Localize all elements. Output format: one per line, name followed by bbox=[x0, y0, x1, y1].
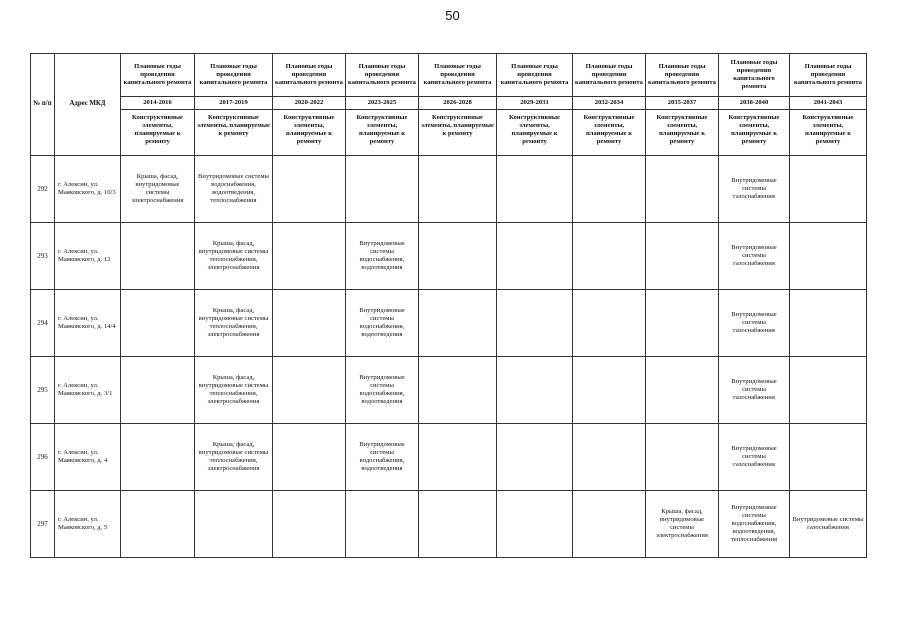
header-period: 2020-2022 bbox=[273, 97, 346, 110]
header-num: № п/п bbox=[31, 54, 55, 156]
table-row bbox=[31, 156, 867, 223]
table-row bbox=[31, 424, 867, 491]
repair-cell bbox=[573, 491, 646, 558]
repair-cell: Крыша, фасад, внутридомовые системы электроснабжения bbox=[646, 491, 719, 558]
row-number: 292 bbox=[31, 156, 55, 223]
header-plan-label: Плановые годы проведения капитального ремонта bbox=[646, 54, 719, 97]
repair-cell bbox=[121, 357, 195, 424]
repair-cell bbox=[419, 424, 497, 491]
repair-cell bbox=[497, 491, 573, 558]
repair-cell bbox=[573, 290, 646, 357]
repair-cell: Внутридомовые системы газоснабжения bbox=[719, 357, 790, 424]
table-row bbox=[31, 491, 867, 558]
repair-cell bbox=[419, 223, 497, 290]
repair-cell: Внутридомовые системы газоснабжения bbox=[719, 223, 790, 290]
repair-cell: Внутридомовые системы газоснабжения bbox=[790, 491, 867, 558]
repair-cell bbox=[273, 290, 346, 357]
header-elements-label: Конструктивные элементы, планируемые к ремонту bbox=[346, 110, 419, 156]
header-period: 2023-2025 bbox=[346, 97, 419, 110]
repair-cell bbox=[646, 156, 719, 223]
repair-cell bbox=[121, 491, 195, 558]
header-period: 2035-2037 bbox=[646, 97, 719, 110]
row-address: г. Алексин, ул. Маяковского, д. 3/1 bbox=[55, 357, 121, 424]
header-elements-label: Конструктивные элементы, планируемые к ремонту bbox=[719, 110, 790, 156]
header-elements-label: Конструктивные элементы, планируемые к ремонту bbox=[273, 110, 346, 156]
header-elements-label: Конструктивные элементы, планируемые к ремонту bbox=[790, 110, 867, 156]
header-period: 2014-2016 bbox=[121, 97, 195, 110]
repair-cell bbox=[646, 223, 719, 290]
repair-cell bbox=[790, 424, 867, 491]
repair-cell: Крыша, фасад, внутридомовые системы теплоснабжения, электроснабжения bbox=[195, 357, 273, 424]
repair-cell bbox=[195, 491, 273, 558]
row-address: г. Алексин, ул. Маяковского, д. 12 bbox=[55, 223, 121, 290]
repair-cell bbox=[346, 491, 419, 558]
repair-cell bbox=[497, 290, 573, 357]
repair-cell bbox=[273, 357, 346, 424]
repair-cell bbox=[419, 290, 497, 357]
repair-cell bbox=[273, 156, 346, 223]
repair-cell bbox=[273, 223, 346, 290]
repair-cell bbox=[790, 357, 867, 424]
table-row bbox=[31, 290, 867, 357]
repair-cell bbox=[790, 156, 867, 223]
repair-cell bbox=[573, 424, 646, 491]
header-plan-label: Плановые годы проведения капитального ремонта bbox=[573, 54, 646, 97]
repair-cell: Внутридомовые системы газоснабжения bbox=[719, 290, 790, 357]
repair-cell bbox=[646, 424, 719, 491]
repair-cell bbox=[121, 223, 195, 290]
repair-cell: Внутридомовые системы водоснабжения, водоотведения bbox=[346, 424, 419, 491]
capital-repair-table bbox=[30, 53, 867, 558]
header-plan-label: Плановые годы проведения капитального ремонта bbox=[121, 54, 195, 97]
row-number: 295 bbox=[31, 357, 55, 424]
repair-cell: Внутридомовые системы газоснабжения bbox=[719, 156, 790, 223]
header-elements-label: Конструктивные элементы, планируемые к ремонту bbox=[121, 110, 195, 156]
header-plan-label: Плановые годы проведения капитального ремонта bbox=[273, 54, 346, 97]
repair-cell bbox=[419, 491, 497, 558]
repair-cell bbox=[573, 223, 646, 290]
row-number: 293 bbox=[31, 223, 55, 290]
header-plan-label: Плановые годы проведения капитального ремонта bbox=[195, 54, 273, 97]
repair-cell bbox=[497, 223, 573, 290]
repair-cell bbox=[419, 156, 497, 223]
header-period: 2029-2031 bbox=[497, 97, 573, 110]
repair-cell bbox=[497, 156, 573, 223]
row-address: г. Алексин, ул. Маяковского, д. 5 bbox=[55, 491, 121, 558]
header-plan-label: Плановые годы проведения капитального ремонта bbox=[719, 54, 790, 97]
header-elements-label: Конструктивные элементы, планируемые к ремонту bbox=[573, 110, 646, 156]
header-elements-label: Конструктивные элементы, планируемые к ремонту bbox=[497, 110, 573, 156]
repair-cell bbox=[646, 357, 719, 424]
repair-cell bbox=[346, 156, 419, 223]
header-period: 2038-2040 bbox=[719, 97, 790, 110]
repair-cell: Крыша, фасад, внутридомовые системы теплоснабжения, электроснабжения bbox=[195, 223, 273, 290]
repair-cell bbox=[121, 290, 195, 357]
header-plan-label: Плановые годы проведения капитального ремонта bbox=[346, 54, 419, 97]
page-number: 50 bbox=[445, 8, 460, 23]
repair-cell: Внутридомовые системы водоснабжения, водоотведения bbox=[346, 223, 419, 290]
header-period: 2032-2034 bbox=[573, 97, 646, 110]
repair-cell: Крыша, фасад, внутридомовые системы теплоснабжения, электроснабжения bbox=[195, 424, 273, 491]
repair-cell bbox=[273, 491, 346, 558]
row-number: 294 bbox=[31, 290, 55, 357]
header-elements-label: Конструктивные элементы, планируемые к ремонту bbox=[419, 110, 497, 156]
header-period: 2026-2028 bbox=[419, 97, 497, 110]
repair-cell bbox=[790, 290, 867, 357]
header-plan-label: Плановые годы проведения капитального ремонта bbox=[419, 54, 497, 97]
repair-cell bbox=[419, 357, 497, 424]
table-row bbox=[31, 357, 867, 424]
table-row bbox=[31, 223, 867, 290]
repair-cell: Крыша, фасад, внутридомовые системы теплоснабжения, электроснабжения bbox=[195, 290, 273, 357]
repair-cell bbox=[273, 424, 346, 491]
repair-cell bbox=[790, 223, 867, 290]
repair-cell: Внутридомовые системы водоснабжения, водоотведения bbox=[346, 357, 419, 424]
repair-cell: Крыша, фасад, внутридомовые системы электроснабжения bbox=[121, 156, 195, 223]
row-number: 297 bbox=[31, 491, 55, 558]
row-number: 296 bbox=[31, 424, 55, 491]
repair-cell: Внутридомовые системы водоснабжения, водоотведения, теплоснабжения bbox=[719, 491, 790, 558]
repair-cell bbox=[573, 357, 646, 424]
repair-cell bbox=[646, 290, 719, 357]
row-address: г. Алексин, ул. Маяковского, д. 4 bbox=[55, 424, 121, 491]
header-period: 2017-2019 bbox=[195, 97, 273, 110]
header-period: 2041-2043 bbox=[790, 97, 867, 110]
header-elements-label: Конструктивные элементы, планируемые к ремонту bbox=[195, 110, 273, 156]
header-plan-label: Плановые годы проведения капитального ремонта bbox=[497, 54, 573, 97]
repair-cell bbox=[573, 156, 646, 223]
header-elements-label: Конструктивные элементы, планируемые к ремонту bbox=[646, 110, 719, 156]
row-address: г. Алексин, ул. Маяковского, д. 10/3 bbox=[55, 156, 121, 223]
repair-cell bbox=[497, 424, 573, 491]
repair-cell bbox=[497, 357, 573, 424]
repair-cell: Внутридомовые системы водоснабжения, водоотведения, теплоснабжения bbox=[195, 156, 273, 223]
repair-cell: Внутридомовые системы водоснабжения, водоотведения bbox=[346, 290, 419, 357]
header-address: Адрес МКД bbox=[55, 54, 121, 156]
row-address: г. Алексин, ул. Маяковского, д. 14/4 bbox=[55, 290, 121, 357]
repair-cell bbox=[121, 424, 195, 491]
header-plan-label: Плановые годы проведения капитального ремонта bbox=[790, 54, 867, 97]
repair-cell: Внутридомовые системы газоснабжения bbox=[719, 424, 790, 491]
